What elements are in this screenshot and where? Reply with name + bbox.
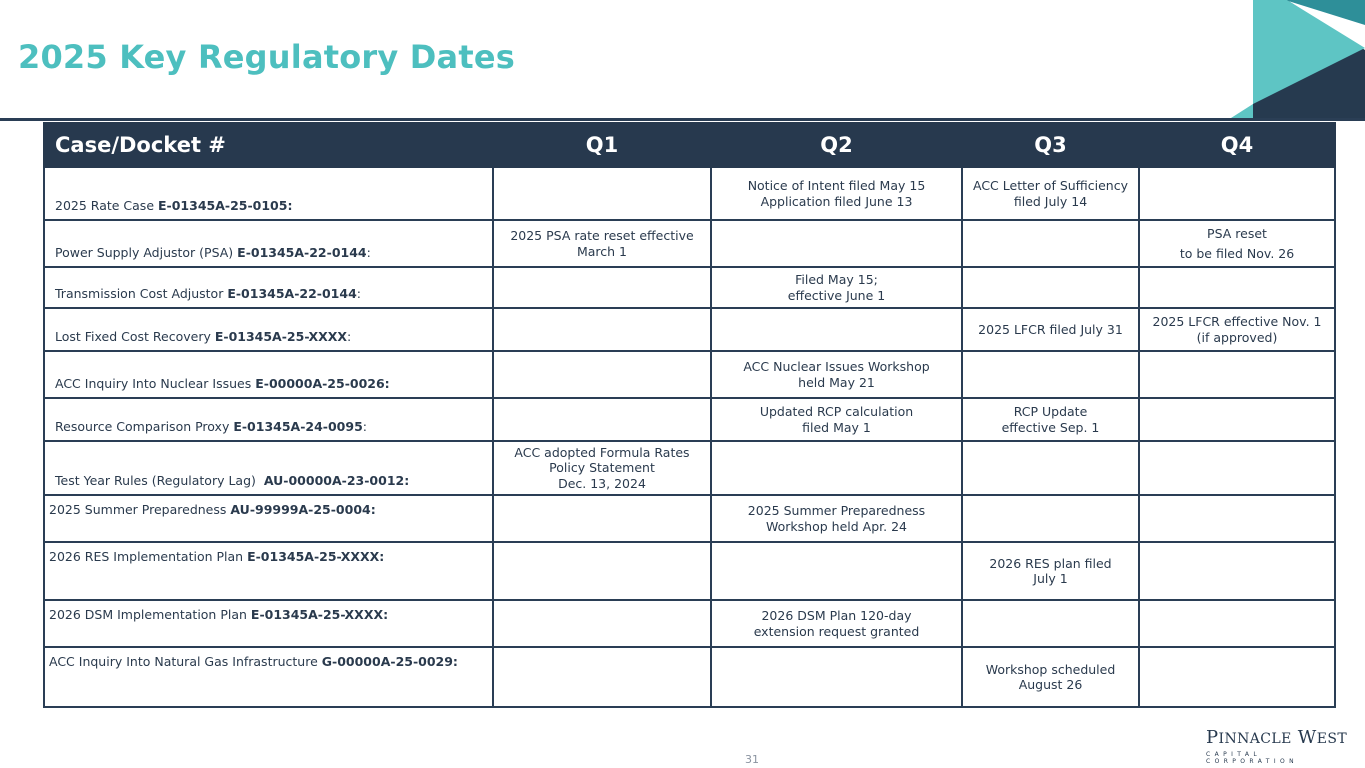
case-name: ACC Inquiry Into Nuclear Issues [55, 375, 256, 391]
cell-text-line: effective June 1 [787, 287, 886, 303]
logo-wordmark: PINNACLE WEST [1206, 727, 1348, 748]
case-name: ACC Inquiry Into Natural Gas Infrastructure [49, 654, 322, 669]
cell-text-line: ACC adopted Formula Rates [514, 444, 690, 460]
docket-suffix: : [362, 418, 367, 434]
q2-cell [711, 542, 962, 600]
case-name: Power Supply Adjustor (PSA) [55, 244, 238, 260]
table-row [44, 600, 1335, 647]
docket-number: E-00000A-25-0026: [255, 375, 390, 391]
case-cell [44, 351, 493, 398]
cell-text-line: ACC Nuclear Issues Workshop [743, 359, 930, 374]
q4-cell [1139, 308, 1335, 351]
cell-text-line: Updated RCP calculation [759, 404, 914, 419]
q1-cell [493, 351, 711, 398]
q2-cell [711, 220, 962, 267]
cell-text-line: Policy Statement [549, 460, 655, 476]
q4-cell [1139, 495, 1335, 542]
q2-cell [711, 167, 962, 220]
table-row [44, 267, 1335, 308]
q4-cell [1139, 441, 1335, 495]
column-header-q4: Q4 [1139, 123, 1335, 167]
q1-cell [493, 495, 711, 542]
table-row [44, 441, 1335, 495]
case-cell [44, 495, 493, 542]
page-title: 2025 Key Regulatory Dates [18, 38, 515, 76]
cell-text-line: (if approved) [1196, 329, 1278, 345]
table-row [44, 398, 1335, 441]
docket-number: AU-99999A-25-0004: [230, 502, 376, 517]
regulatory-dates-table [43, 122, 1336, 708]
q3-cell [962, 220, 1139, 267]
cell-text-line: Filed May 15; [795, 272, 878, 287]
q1-cell [493, 600, 711, 647]
cell-text-line: August 26 [1018, 677, 1083, 692]
cell-text-line: extension request granted [753, 623, 920, 639]
cell-text-line: ACC Letter of Sufficiency [973, 178, 1128, 193]
docket-number: E-01345A-25-XXXX: [250, 607, 389, 622]
q4-cell [1139, 167, 1335, 220]
table-header-row [44, 123, 1335, 167]
docket-suffix: : [356, 285, 361, 301]
q1-cell [493, 308, 711, 351]
case-cell [44, 441, 493, 495]
docket-number: E-01345A-24-0095 [233, 418, 363, 434]
case-cell [44, 542, 493, 600]
docket-number: E-01345A-22-0144 [227, 285, 357, 301]
q4-cell [1139, 398, 1335, 441]
q2-cell [711, 647, 962, 707]
q3-cell [962, 267, 1139, 308]
case-name: 2025 Summer Preparedness [49, 502, 231, 517]
q3-cell [962, 495, 1139, 542]
case-name: Resource Comparison Proxy [55, 418, 234, 434]
cell-text-line: 2025 PSA rate reset effective [510, 228, 694, 243]
docket-number: E-01345A-25-XXXX [214, 328, 348, 344]
table-row [44, 351, 1335, 398]
cell-text-line: 2025 LFCR effective Nov. 1 [1152, 314, 1322, 329]
cell-text-line: Workshop scheduled [985, 661, 1116, 677]
cell-text-line: 2025 Summer Preparedness [747, 503, 926, 518]
case-cell [44, 220, 493, 267]
cell-text-line: Notice of Intent filed May 15 [747, 178, 926, 193]
q1-cell [493, 267, 711, 308]
q3-cell [962, 647, 1139, 707]
cell-text-line: March 1 [576, 243, 628, 259]
docket-number: E-01345A-22-0144 [237, 244, 367, 260]
q4-cell [1139, 647, 1335, 707]
cell-text-line: Workshop held Apr. 24 [766, 518, 907, 534]
case-cell [44, 398, 493, 441]
q4-cell [1139, 267, 1335, 308]
q1-cell [493, 167, 711, 220]
q2-cell [711, 308, 962, 351]
q1-cell [493, 647, 711, 707]
q2-cell [711, 600, 962, 647]
docket-number: E-01345A-25-XXXX: [247, 549, 385, 564]
cell-text-line: PSA reset [1207, 226, 1267, 241]
page-number: 31 [745, 753, 759, 766]
case-name: Transmission Cost Adjustor [55, 285, 228, 301]
case-cell [44, 647, 493, 707]
column-header-q1: Q1 [493, 123, 711, 167]
q3-cell [962, 398, 1139, 441]
q1-cell [493, 441, 711, 495]
case-name: 2026 DSM Implementation Plan [49, 607, 251, 622]
q1-cell [493, 542, 711, 600]
table-row [44, 542, 1335, 600]
column-header-q3: Q3 [962, 123, 1139, 167]
table-row [44, 167, 1335, 220]
q1-cell [493, 220, 711, 267]
column-header-case: Case/Docket # [44, 123, 493, 167]
docket-number: G-00000A-25-0029: [321, 654, 458, 669]
case-name: 2026 RES Implementation Plan [49, 549, 248, 564]
case-name: 2025 Rate Case [55, 197, 158, 213]
q3-cell [962, 167, 1139, 220]
q4-cell [1139, 220, 1335, 267]
case-cell [44, 308, 493, 351]
cell-text-line: RCP Update [1013, 404, 1088, 419]
q2-cell [711, 495, 962, 542]
table-row [44, 220, 1335, 267]
case-cell [44, 167, 493, 220]
q3-cell [962, 308, 1139, 351]
cell-text-line: held May 21 [798, 374, 875, 390]
table-row [44, 308, 1335, 351]
table-row [44, 495, 1335, 542]
column-header-q2: Q2 [711, 123, 962, 167]
case-cell [44, 267, 493, 308]
cell-text-line: 2026 RES plan filed [989, 555, 1112, 571]
q2-cell [711, 351, 962, 398]
q3-cell [962, 600, 1139, 647]
cell-text-line: filed May 1 [802, 419, 871, 435]
q1-cell [493, 398, 711, 441]
q3-cell [962, 441, 1139, 495]
title-divider [0, 118, 1365, 121]
cell-text-line: to be filed Nov. 26 [1179, 245, 1295, 261]
q2-cell [711, 441, 962, 495]
cell-text-line: July 1 [1033, 571, 1068, 586]
cell-text-line: 2026 DSM Plan 120-day [761, 608, 912, 623]
cell-text-line: 2025 LFCR filed July 31 [978, 321, 1123, 337]
company-logo [1206, 728, 1356, 765]
corner-decoration [1225, 0, 1365, 120]
docket-number: E-01345A-25-0105: [158, 197, 293, 213]
logo-tagline: CAPITAL CORPORATION [1206, 751, 1299, 765]
q3-cell [962, 351, 1139, 398]
docket-suffix: : [347, 328, 352, 344]
case-name: Test Year Rules (Regulatory Lag) [55, 472, 264, 488]
q2-cell [711, 267, 962, 308]
q2-cell [711, 398, 962, 441]
case-cell [44, 600, 493, 647]
q3-cell [962, 542, 1139, 600]
cell-text-line: Dec. 13, 2024 [558, 475, 646, 491]
q4-cell [1139, 600, 1335, 647]
cell-text-line: effective Sep. 1 [1001, 419, 1100, 435]
cell-text-line: filed July 14 [1013, 193, 1088, 209]
q4-cell [1139, 542, 1335, 600]
case-name: Lost Fixed Cost Recovery [55, 328, 215, 344]
docket-suffix: : [366, 244, 371, 260]
docket-number: AU-00000A-23-0012: [263, 472, 410, 488]
table-row [44, 647, 1335, 707]
q4-cell [1139, 351, 1335, 398]
cell-text-line: Application filed June 13 [760, 193, 913, 209]
